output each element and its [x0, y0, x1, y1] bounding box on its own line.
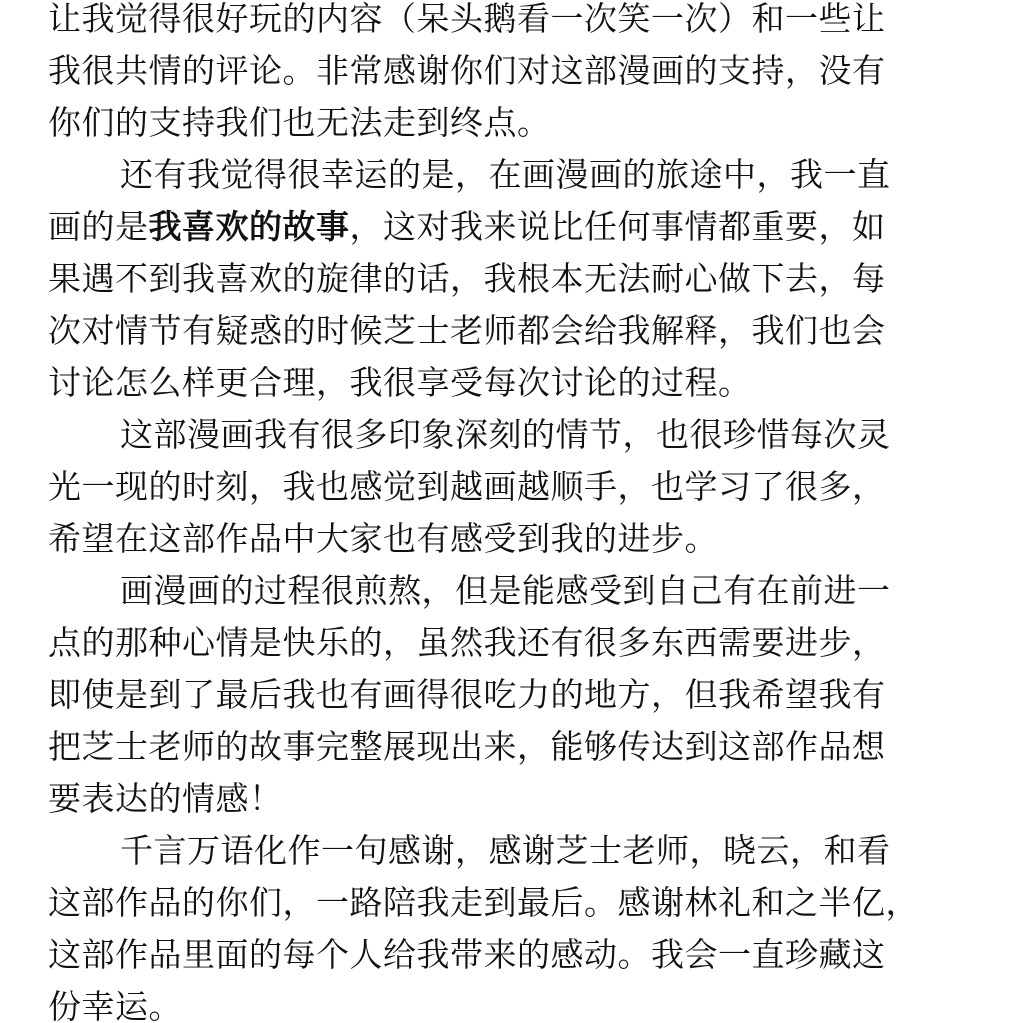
- text-line: 次对情节有疑惑的时候芝士老师都会给我解释，我们也会: [48, 311, 886, 350]
- text-line: 果遇不到我喜欢的旋律的话，我根本无法耐心做下去，每: [48, 259, 886, 298]
- text-line: 你们的支持我们也无法走到终点。: [48, 103, 551, 142]
- text-line: 希望在这部作品中大家也有感受到我的进步。: [48, 519, 718, 558]
- text-line: 让我觉得很好玩的内容（呆头鹅看一次笑一次）和一些让: [48, 0, 886, 38]
- text-line: 光一现的时刻，我也感觉到越画越顺手，也学习了很多，: [48, 467, 886, 506]
- text-segment: ，这对我来说比任何事情都重要，如: [349, 207, 886, 246]
- text-line: 即使是到了最后我也有画得很吃力的地方，但我希望我有: [48, 675, 886, 714]
- paragraph-first-line: 千言万语化作一句感谢，感谢芝士老师，晓云，和看: [120, 831, 891, 870]
- text-segment: 画的是: [48, 207, 149, 246]
- emphasized-text: 我喜欢的故事: [148, 207, 350, 246]
- text-line: 要表达的情感！: [48, 779, 283, 818]
- text-line: 讨论怎么样更合理，我很享受每次讨论的过程。: [48, 363, 752, 402]
- text-line: 这部作品里面的每个人给我带来的感动。我会一直珍藏这: [48, 935, 886, 974]
- paragraph-first-line: 还有我觉得很幸运的是，在画漫画的旅途中，我一直: [120, 155, 891, 194]
- text-line: 我很共情的评论。非常感谢你们对这部漫画的支持，没有: [48, 51, 886, 90]
- text-line: 把芝士老师的故事完整展现出来，能够传达到这部作品想: [48, 727, 886, 766]
- text-line: 份幸运。: [48, 987, 182, 1023]
- paragraph-first-line: 这部漫画我有很多印象深刻的情节，也很珍惜每次灵: [120, 415, 891, 454]
- text-line: 点的那种心情是快乐的，虽然我还有很多东西需要进步，: [48, 623, 886, 662]
- text-line-with-emphasis: [48, 202, 886, 252]
- paragraph-first-line: 画漫画的过程很煎熬，但是能感受到自己有在前进一: [120, 571, 891, 610]
- text-line: 这部作品的你们，一路陪我走到最后。感谢林礼和之半亿，: [48, 883, 919, 922]
